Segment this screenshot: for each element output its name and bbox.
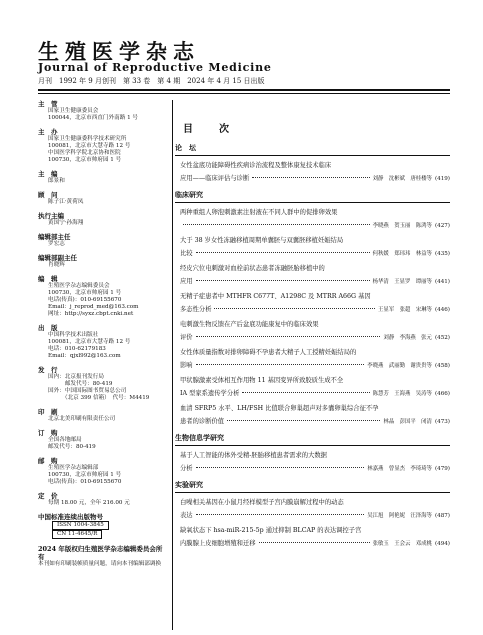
article-line: [175, 388, 450, 401]
article-line: [175, 276, 450, 289]
masthead-section: [38, 408, 168, 423]
masthead-heading: 邮 购: [38, 457, 58, 465]
masthead-heading: 编 辑: [38, 275, 58, 283]
masthead-line: 100730，北京市帅府园 1 号: [48, 290, 122, 296]
masthead-section: [38, 128, 168, 164]
article-title: 大于 38 岁女性冻融移植周期单囊胚与双囊胚移植妊娠结局: [180, 237, 344, 244]
article-authors: 吴江旭 阿艳妮 汪泽海等: [367, 512, 432, 519]
masthead-line: 100730，北京市帅府园 1 号: [48, 472, 122, 478]
toc-section-heading: 实验研究: [175, 480, 450, 493]
masthead-line: 陈子江·黄荷凤: [48, 199, 84, 205]
article-line: [175, 360, 450, 373]
header-rule: [38, 89, 450, 91]
article-title-cont: 多态性分析: [180, 305, 212, 313]
article-title-cont: 比较: [180, 249, 193, 257]
masthead-line: Email：qjxl992@163.com: [48, 353, 121, 359]
header-rule-thin: [38, 93, 450, 94]
article-title: 白噪相关基因在小鼠月经样模型子宫内膜崩解过程中的动态: [180, 499, 344, 506]
article-line: [175, 304, 450, 317]
article-title-cont: 表达: [180, 511, 193, 519]
toc-title: 目 次: [183, 124, 237, 135]
copyright-notice: [38, 545, 168, 568]
article-authors: 杨华清 王显罗 谭丽等: [372, 278, 432, 285]
masthead-section: [38, 275, 168, 318]
masthead-heading: 主 管: [38, 100, 58, 108]
article-line: [175, 463, 450, 476]
masthead-heading: 编辑部副主任: [38, 254, 77, 262]
article-line: [175, 416, 450, 429]
article-title: 电刺激生物反馈在产后盆底功能康复中的临床效果: [180, 321, 319, 328]
masthead-section: [38, 492, 168, 507]
masthead-line: 邮发代号：80-419: [48, 381, 113, 387]
masthead-line: 中国科学技术出版社: [48, 332, 99, 338]
article-title: 女性体质量指数对排卵障碍不孕患者大精子人工授精妊娠结局的: [180, 349, 357, 356]
masthead-line: 郎景和: [48, 178, 65, 184]
article-title: 基于人工智能的体外受精-胚胎移植患者需求的大数据: [180, 452, 327, 459]
masthead-heading: 订 购: [38, 429, 58, 437]
masthead-section: [38, 324, 168, 360]
masthead-line: 电话(传真)：010-69155670: [48, 297, 122, 303]
issn-number: [38, 521, 168, 530]
article-line: [175, 220, 450, 233]
toc-article: [175, 263, 450, 288]
masthead-line: 100081，北京市大慧寺路 12 号: [48, 339, 131, 345]
masthead-line: 生殖医学杂志编辑部: [48, 465, 99, 471]
article-title-cont: 影响: [180, 361, 193, 369]
dot-leader: [196, 280, 370, 281]
masthead-section: [38, 457, 168, 486]
article-page: (458): [434, 362, 450, 369]
article-title: 无精子症患者中 MTHFR C677T、A1298C 及 MTRR A66G 基因: [180, 293, 371, 300]
masthead-heading: 主 办: [38, 128, 58, 136]
masthead-section: [38, 366, 168, 402]
article-title-cont: 分析: [180, 464, 193, 472]
dot-leader: [214, 308, 375, 309]
article-title: 甲状腺激素受体相互作用物 11 基因变异所致胶质生成不全: [180, 377, 344, 384]
dot-leader: [183, 224, 370, 225]
article-line: [175, 538, 450, 551]
masthead-line: 电话：010-62179183: [48, 346, 106, 352]
article-page: (427): [434, 222, 450, 229]
toc-section-heading: 临床研究: [175, 190, 450, 203]
masthead-line: 100044，北京市西直门外南路 1 号: [48, 115, 139, 121]
article-authors: 刘静 沈彬斌 唐桂楼等: [372, 175, 432, 182]
masthead-column: [38, 100, 168, 574]
masthead-section: [38, 170, 168, 185]
article-page: (466): [434, 390, 450, 397]
copyright-heading: 2024 年版权归生殖医学杂志编辑委员会所有: [38, 545, 163, 561]
masthead-line: 网址：http://syxz.cbpt.cnki.net: [48, 311, 134, 317]
article-authors: 王显军 张超 宋琳等: [378, 306, 432, 313]
article-authors: 林嘉燕 曾显杰 李琦琦等: [367, 465, 432, 472]
article-page: (441): [434, 278, 450, 285]
toc-article: [175, 347, 450, 372]
toc-section-heading: 生物信息学研究: [175, 433, 450, 446]
masthead-line: Email：j_reprod_med@163.com: [48, 304, 139, 310]
article-line: [175, 248, 450, 261]
article-title-cont: 应用——临床评估与诊断: [180, 174, 250, 182]
column-divider: [172, 100, 173, 630]
masthead-heading: 印 刷: [38, 408, 58, 416]
toc-article: [175, 235, 450, 260]
article-page: (473): [434, 418, 450, 425]
masthead-line: 黄国宁·孙海翔: [48, 220, 84, 226]
masthead-heading: 编辑部主任: [38, 233, 71, 241]
masthead-line: 电话(传真)：010-69155670: [48, 479, 122, 485]
toc-article: [175, 403, 450, 428]
article-title-cont: 内膜腺上皮细胞增殖和迁移: [180, 539, 256, 547]
issn-box: ISSN 1004-3845: [52, 521, 109, 530]
article-page: (446): [434, 306, 450, 313]
article-page: (494): [434, 540, 450, 547]
toc-article: [175, 207, 450, 232]
copyright-body: 本刊如有印刷装帧质量问题，请向本刊编辑部调换: [38, 561, 162, 567]
toc-article: [175, 291, 450, 316]
masthead-section: [38, 429, 168, 451]
masthead-line: 全国各地邮局: [48, 437, 82, 443]
masthead-section: [38, 254, 168, 269]
article-authors: 李晓燕 武丽勤 谢贵贵等: [367, 362, 432, 369]
issn-block: [38, 513, 168, 539]
article-authors: 刘静 李海燕 张元: [383, 334, 432, 341]
article-page: (487): [434, 512, 450, 519]
article-authors: 李晓燕 贺玉丽 陈鸿等: [372, 222, 432, 229]
masthead-line: 邮发代号：80-419: [48, 444, 96, 450]
journal-english-title: Journal of Reproductive Medicine: [38, 61, 272, 74]
article-page: (452): [434, 334, 450, 341]
article-page: (419): [434, 175, 450, 182]
article-authors: 陈慧芳 王海燕 吴涛等: [372, 390, 432, 397]
dot-leader: [196, 467, 365, 468]
article-title-cont: 患者的诊断价值: [180, 417, 225, 425]
dot-leader: [196, 364, 365, 365]
masthead-heading: 发 行: [38, 366, 58, 374]
toc-article: [175, 160, 450, 185]
masthead-heading: 主 编: [38, 170, 58, 178]
cn-box: CN 11-4645/R: [52, 530, 102, 539]
masthead-section: [38, 191, 168, 206]
masthead-line: 肖晓辉: [48, 262, 65, 268]
masthead-line: 每期 18.00 元，全年 216.00 元: [48, 500, 130, 506]
article-title-cont: 应用: [180, 277, 193, 285]
masthead-line: 国家卫生健康委员会: [48, 108, 99, 114]
journal-title: 生殖医学杂志: [38, 39, 200, 64]
article-title: 女性盆底功能障碍性疾病诊治流程及整体康复技术临床: [180, 162, 332, 169]
article-title: 经皮穴位电刺激对血栓前状态患者冻融胚胎移植中的: [180, 265, 325, 272]
toc-article: [175, 319, 450, 344]
masthead-line: 生殖医学杂志编辑委员会: [48, 283, 110, 289]
toc-article: [175, 497, 450, 522]
masthead-line: （北京 399 信箱） 代号：M4419: [48, 395, 150, 401]
article-line: [175, 332, 450, 345]
article-authors: 林晶 彭国平 闭清: [383, 418, 432, 425]
toc-section-heading: 论 坛: [175, 143, 450, 156]
article-authors: 何秋媛 郑玮玮 林益等: [372, 250, 432, 257]
dot-leader: [196, 336, 381, 337]
table-of-contents: [175, 100, 450, 553]
dot-leader: [259, 542, 370, 543]
masthead-heading: 顾 问: [38, 191, 58, 199]
article-line: [175, 173, 450, 186]
masthead-line: 国外：中国国际图书贸易总公司: [48, 388, 127, 394]
article-title: 两种重组人卵泡刺激素注射液在不同人群中的促排卵效果: [180, 209, 338, 216]
masthead-section: [38, 212, 168, 227]
issue-meta: 月刊 1992 年 9 月创刊 第 33 卷 第 4 期 2024 年 4 月 15 日出版: [38, 77, 265, 85]
masthead-section: [38, 233, 168, 248]
masthead-line: 罗宏志: [48, 241, 65, 247]
article-page: (435): [434, 250, 450, 257]
masthead-heading: 定 价: [38, 492, 58, 500]
article-line: [175, 510, 450, 523]
cn-number: [38, 530, 168, 539]
dot-leader: [242, 392, 369, 393]
masthead-heading: 出 版: [38, 324, 58, 332]
issn-label: 中国标准连续出版物号: [38, 513, 103, 521]
masthead-heading: 执行主编: [38, 212, 64, 220]
article-title: 血清 SFRP5 水平、LH/FSH 比值联合卵巢超声对多囊卵巢综合征不孕: [180, 405, 379, 412]
masthead-line: 100730，北京市帅府园 1 号: [48, 157, 122, 163]
masthead-line: 国内：北京报刊发行局: [48, 374, 104, 380]
article-page: (479): [434, 465, 450, 472]
masthead-line: 中国医学科学院北京协和医院: [48, 150, 121, 156]
article-authors: 张敏玉 王会云 邓成桃: [372, 540, 432, 547]
article-title-cont: IA 型家系遗传学分析: [180, 389, 240, 397]
masthead-line: 北京北美印刷有限责任公司: [48, 416, 116, 422]
article-title-cont: 评价: [180, 333, 193, 341]
toc-article: [175, 375, 450, 400]
dot-leader: [196, 252, 370, 253]
masthead-line: 国家卫生健康委科学技术研究所: [48, 136, 127, 142]
toc-article: [175, 525, 450, 550]
masthead-line: 100081，北京市大慧寺路 12 号: [48, 143, 131, 149]
dot-leader: [252, 177, 369, 178]
dot-leader: [227, 420, 380, 421]
masthead-section: [38, 100, 168, 122]
toc-article: [175, 450, 450, 475]
article-title: 缺氧状态下 hsa-miR-215-5p 通过抑制 BLCAP 的表达调控子宫: [180, 527, 362, 534]
dot-leader: [196, 514, 365, 515]
